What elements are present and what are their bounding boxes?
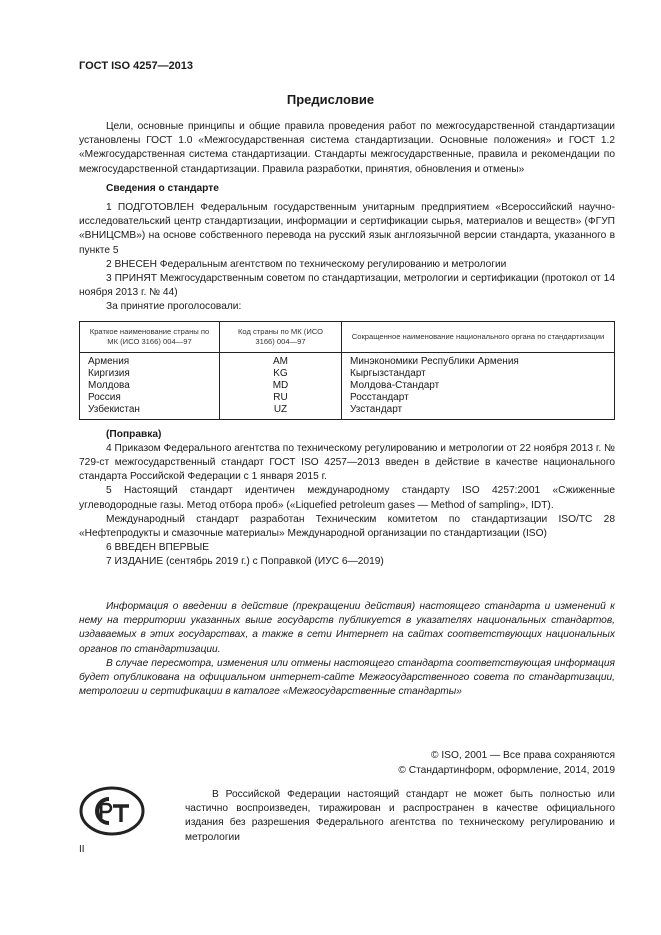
voted-label: За принятие проголосовали: <box>106 301 242 313</box>
country-code: UZ <box>220 404 342 419</box>
country-code: AM <box>220 352 342 368</box>
header-country: Краткое наименование страны по МК (ИСО 3166) 004—97 <box>80 321 220 352</box>
copyright-block <box>398 749 615 778</box>
table-row <box>80 368 615 380</box>
preface-body <box>79 120 615 570</box>
table-header-row <box>80 321 615 352</box>
page-number: II <box>79 844 85 855</box>
preface-intro: Цели, основные принципы и общие правила проведения работ по межгосударственной стандартизации установлены ГОСТ 1.0 «Межгосударственная система стандартизации. Основные положения» и ГОСТ 1.2 «Межгосударственная система стандартизации. Стандарты межгосударственные, правила и рекомендации по межгосударственной стандартизации. Правила разработки, принятия, обновления и отмены» <box>79 121 615 175</box>
rf-note-text: В Российской Федерации настоящий стандарт не может быть полностью или частично воспроизведен, тиражирован и распространен в качестве официального издания без разрешения Федерального агентства по техническому регулированию и метрологии <box>185 789 615 843</box>
standard-info-heading: Сведения о стандарте <box>106 182 219 194</box>
national-body: Узстандарт <box>342 404 615 419</box>
info-item-3: 3 ПРИНЯТ Межгосударственным советом по стандартизации, метрологии и сертификации (протокол от 14 ноября 2013 г. № 44) <box>79 273 615 299</box>
header-body: Сокращенное наименование национального органа по стандартизации <box>342 321 615 352</box>
notices-block <box>79 600 615 699</box>
country-name: Узбекистан <box>80 404 220 419</box>
table-row <box>80 380 615 392</box>
table-row <box>80 404 615 419</box>
table-row <box>80 352 615 368</box>
notice-revision: В случае пересмотра, изменения или отмены настоящего стандарта соответствующая информация будет опубликована на официальном интернет-сайте Межгосударственного совета по стандартизации, метрологии и сертификации в каталоге «Межгосударственные стандарты» <box>79 657 615 698</box>
info-item-1: 1 ПОДГОТОВЛЕН Федеральным государственным унитарным предприятием «Всероссийский научно-исследовательский центр стандартизации, информации и сертификации сырья, материалов и веществ» (ФГУП «ВНИЦСМВ») на основе собственного перевода на русский язык англоязычной версии стандарта, указанного в пункте 5 <box>79 202 615 256</box>
national-body: Росстандарт <box>342 392 615 404</box>
standard-code: ГОСТ ISO 4257—2013 <box>79 60 194 72</box>
voting-states-table <box>79 321 615 420</box>
header-code: Код страны по МК (ИСО 3166) 004—97 <box>220 321 342 352</box>
amendment-item-6: 6 ВВЕДЕН ВПЕРВЫЕ <box>106 542 210 554</box>
amendment-item-7: 7 ИЗДАНИЕ (сентябрь 2019 г.) с Поправкой (ИУС 6—2019) <box>106 556 384 568</box>
table-row <box>80 392 615 404</box>
rst-certification-mark-icon <box>79 786 145 836</box>
country-code: KG <box>220 368 342 380</box>
national-body: Минэкономики Республики Армения <box>342 352 615 368</box>
country-name: Армения <box>80 352 220 368</box>
country-name: Киргизия <box>80 368 220 380</box>
notice-publication: Информация о введении в действие (прекращении действия) настоящего стандарта и изменений к нему на территории указанных выше государств публикуется в указателях национальных стандартов, издаваемых в этих государствах, а также в сети Интернет на сайтах соответствующих национальных органов по стандартизации. <box>79 601 615 655</box>
country-name: Молдова <box>80 380 220 392</box>
amendment-heading: (Поправка) <box>106 428 162 440</box>
amendment-item-5: 5 Настоящий стандарт идентичен международному стандарту ISO 4257:2001 «Сжиженные углеводородные газы. Метод отбора проб» («Liquefied petroleum gases — Method of sampling», IDT). <box>79 485 615 511</box>
preface-title: Предисловие <box>286 92 375 107</box>
national-body: Кыргызстандарт <box>342 368 615 380</box>
country-name: Россия <box>80 392 220 404</box>
national-body: Молдова-Стандарт <box>342 380 615 392</box>
copyright-standartinform: © Стандартинформ, оформление, 2014, 2019 <box>398 764 615 776</box>
amendment-item-4: 4 Приказом Федерального агентства по техническому регулированию и метрологии от 22 ноября 2013 г. № 729-ст межгосударственный стандарт ГОСТ ISO 4257—2013 введен в действие в качестве национального стандарта Российской Федерации с 1 января 2015 г. <box>79 442 615 483</box>
info-item-2: 2 ВНЕСЕН Федеральным агентством по техническому регулированию и метрологии <box>106 258 507 270</box>
country-code: RU <box>220 392 342 404</box>
country-code: MD <box>220 380 342 392</box>
amendment-iso-tc: Международный стандарт разработан Техническим комитетом по стандартизации ISO/TC 28 «Нефтепродукты и смазочные материалы» Международной организации по стандартизации (ISO) <box>79 513 615 540</box>
rf-reproduction-note <box>185 788 615 845</box>
copyright-iso: © ISO, 2001 — Все права сохраняются <box>431 750 615 761</box>
